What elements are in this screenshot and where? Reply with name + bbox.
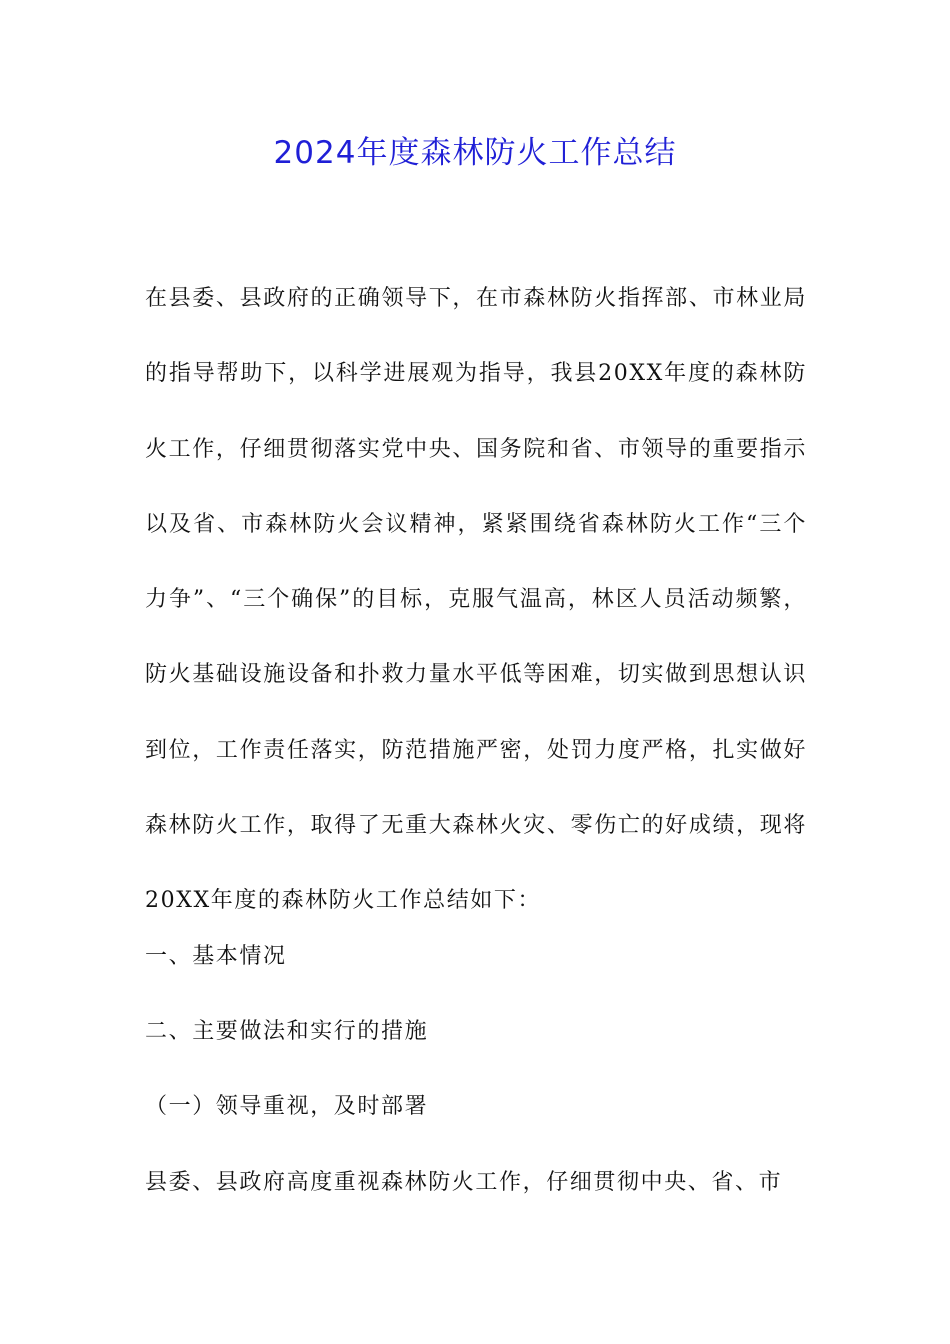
subheading-leadership: （一）领导重视，及时部署	[145, 1094, 429, 1119]
intro-paragraph: 在县委、县政府的正确领导下，在市森林防火指挥部、市林业局的指导帮助下，以科学进展观为指导，我县20XX年度的森林防火工作，仔细贯彻落实党中央、国务院和省、市领导的重要指示以及省、市森林防火会议精神，紧紧围绕省森林防火工作“三个力争”、“三个确保”的目标，克服气温高，林区人员活动频繁，防火基础设施设备和扑救力量水平低等困难，切实做到思想认识到位，工作责任落实，防范措施严密，处罚力度严格，扎实做好森林防火工作，取得了无重大森林火灾、零伤亡的好成绩，现将20XX年度的森林防火工作总结如下：	[145, 286, 807, 914]
section-paragraph-start: 县委、县政府高度重视森林防火工作，仔细贯彻中央、省、市	[145, 1170, 783, 1195]
document-title: 2024年度森林防火工作总结	[273, 135, 677, 171]
heading-main-measures: 二、主要做法和实行的措施	[145, 1019, 429, 1044]
heading-basic-situation: 一、基本情况	[145, 944, 287, 969]
